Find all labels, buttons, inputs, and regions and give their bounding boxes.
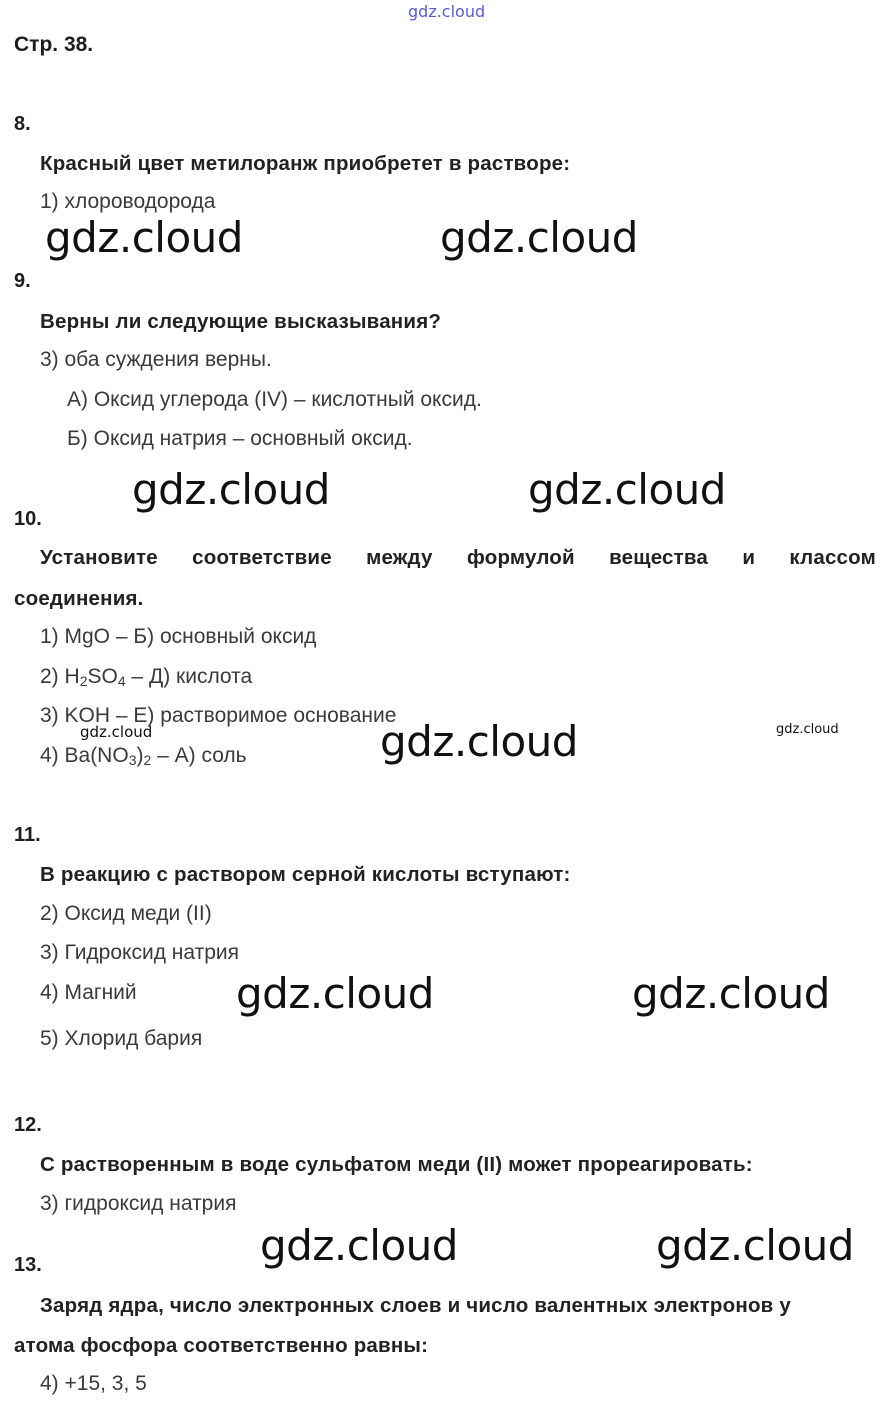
watermark-small: gdz.cloud [80, 723, 153, 741]
task-answer: 3) Гидроксид натрия [40, 941, 239, 964]
task-answer: 3) KOH – Е) растворимое основание [40, 704, 397, 727]
task-number: 9. [14, 270, 31, 292]
task-answer: 3) оба суждения верны. [40, 348, 272, 371]
task-answer: 4) $Ba(NO_3)_2 - А$) соль [40, 744, 247, 768]
watermark: gdz.cloud [380, 717, 578, 766]
task-answer: 1) MgO – Б) основный оксид [40, 625, 317, 648]
question-word: между [366, 546, 433, 569]
task-answer: 4) Магний [40, 981, 137, 1004]
task-question: С растворенным в воде сульфатом меди (II) может прореагировать: [40, 1153, 753, 1176]
task-number: 13. [14, 1254, 42, 1276]
question-word: классом [789, 546, 876, 569]
task-number: 12. [14, 1114, 42, 1136]
task-question-cont: атома фосфора соответственно равны: [14, 1334, 429, 1357]
task-number: 8. [14, 113, 31, 135]
task-question: Красный цвет метилоранж приобретет в растворе: [40, 152, 571, 175]
watermark: gdz.cloud [528, 465, 726, 514]
task-question: Заряд ядра, число электронных слоев и число валентных электронов у [40, 1294, 791, 1317]
watermark: gdz.cloud [132, 465, 330, 514]
task-answer: 4) +15, 3, 5 [40, 1372, 147, 1395]
task-statement: А) Оксид углерода (IV) – кислотный оксид. [67, 388, 482, 411]
question-word: формулой [466, 546, 575, 569]
watermark: gdz.cloud [45, 213, 243, 262]
watermark: gdz.cloud [260, 1221, 458, 1270]
task-question-cont: соединения. [14, 587, 144, 610]
watermark: gdz.cloud [236, 969, 434, 1018]
task-answer: 5) Хлорид бария [40, 1027, 203, 1050]
watermark: gdz.cloud [632, 969, 830, 1018]
task-answer: 2) Оксид меди (II) [40, 902, 212, 925]
task-question: В реакцию с раствором серной кислоты вступают: [40, 863, 571, 886]
task-answer: 2) $H_2SO_4 - Д$) кислота [40, 665, 253, 689]
task-number: 10. [14, 508, 42, 530]
question-word: вещества [609, 546, 709, 569]
task-statement: Б) Оксид натрия – основный оксид. [67, 427, 413, 450]
task-question: Верны ли следующие высказывания? [40, 310, 442, 333]
question-word: и [742, 546, 756, 569]
task-number: 11. [14, 824, 41, 846]
task-answer: 3) гидроксид натрия [40, 1192, 237, 1215]
task-question [14, 546, 876, 570]
question-word: соответствие [192, 546, 332, 569]
watermark-small: gdz.cloud [776, 722, 839, 737]
task-answer: 1) хлороводорода [40, 190, 216, 213]
question-word: Установите [40, 546, 158, 569]
watermark-link[interactable]: gdz.cloud [408, 2, 486, 21]
watermark: gdz.cloud [656, 1221, 854, 1270]
page-label: Стр. 38. [14, 33, 94, 56]
watermark: gdz.cloud [440, 213, 638, 262]
